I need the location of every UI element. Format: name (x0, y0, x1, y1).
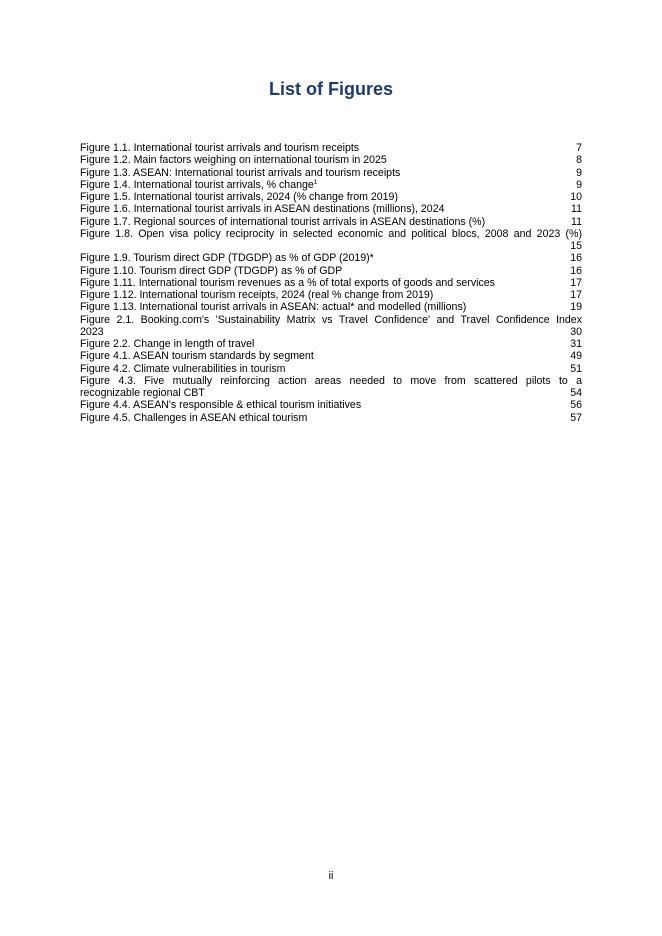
toc-entry-title: Figure 1.10. Tourism direct GDP (TDGDP) as % of GDP (80, 264, 343, 277)
toc-entry-title: Figure 1.8. Open visa policy reciprocity in selected economic and political blocs, 2008 and 2023 (%) (80, 227, 582, 240)
toc-entry[interactable] (80, 142, 582, 154)
toc-entry[interactable] (80, 191, 582, 203)
toc-entry[interactable] (80, 203, 582, 215)
toc-entry-title: Figure 2.2. Change in length of travel (80, 338, 255, 350)
page-number: ii (328, 870, 334, 882)
list-of-figures (80, 142, 582, 424)
toc-entry[interactable] (80, 301, 582, 313)
toc-entry[interactable] (80, 179, 582, 191)
toc-entry-page: 56 (570, 399, 582, 412)
toc-entry[interactable] (80, 338, 582, 350)
toc-entry-title: Figure 1.13. International tourist arrivals in ASEAN: actual* and modelled (millions) (80, 301, 467, 314)
toc-entry-title: Figure 1.2. Main factors weighing on international tourism in 2025 (80, 154, 387, 167)
toc-entry-page: 57 (570, 411, 582, 424)
toc-entry-page: 31 (570, 338, 582, 350)
toc-entry-title: Figure 1.4. International tourist arrivals, % change (80, 178, 314, 191)
toc-entry[interactable] (80, 399, 582, 411)
toc-entry[interactable] (80, 289, 582, 301)
toc-entry-page: 17 (570, 276, 582, 289)
toc-entry-title: Figure 4.3. Five mutually reinforcing action areas needed to move from scattered pilots to a (80, 374, 582, 387)
toc-entry[interactable] (80, 228, 582, 253)
toc-entry-page: 19 (570, 301, 582, 314)
toc-entry-title: Figure 1.6. International tourist arrivals in ASEAN destinations (millions), 2024 (80, 203, 445, 216)
toc-entry-title: Figure 1.9. Tourism direct GDP (TDGDP) as % of GDP (2019)* (80, 252, 374, 265)
toc-entry-title: Figure 4.4. ASEAN's responsible & ethical tourism initiatives (80, 399, 362, 412)
toc-entry[interactable] (80, 363, 582, 375)
toc-entry-page: 10 (570, 191, 582, 203)
footnote-marker: 1 (313, 178, 318, 186)
toc-entry-title: Figure 1.5. International tourist arrivals, 2024 (% change from 2019) (80, 191, 398, 203)
toc-entry-page: 16 (570, 252, 582, 265)
toc-entry-page: 8 (576, 154, 582, 167)
toc-entry[interactable] (80, 314, 582, 339)
toc-entry[interactable] (80, 167, 582, 179)
toc-entry-title: Figure 2.1. Booking.com's 'Sustainability Matrix vs Travel Confidence' and Travel Confidence Index (80, 313, 582, 326)
toc-entry-title: Figure 1.3. ASEAN: International tourist arrivals and tourism receipts (80, 166, 401, 179)
toc-entry-page: 9 (576, 166, 582, 179)
toc-entry[interactable] (80, 216, 582, 228)
toc-entry-page: 11 (571, 215, 582, 228)
toc-entry-title-cont: recognizable regional CBT (80, 387, 205, 399)
toc-entry-title: Figure 4.1. ASEAN tourism standards by segment (80, 350, 314, 363)
toc-entry-page: 11 (571, 203, 582, 216)
toc-entry[interactable] (80, 252, 582, 264)
toc-entry-page: 7 (576, 142, 582, 154)
toc-entry-page: 51 (570, 362, 582, 375)
toc-entry[interactable] (80, 412, 582, 424)
toc-entry-page: 15 (570, 240, 582, 252)
toc-entry[interactable] (80, 277, 582, 289)
toc-entry[interactable] (80, 350, 582, 362)
toc-entry-page: 30 (570, 325, 582, 338)
toc-entry-title: Figure 1.11. International tourism revenues as a % of total exports of goods and services (80, 276, 495, 289)
toc-entry-title: Figure 4.5. Challenges in ASEAN ethical tourism (80, 411, 308, 424)
toc-entry-title: Figure 4.2. Climate vulnerabilities in tourism (80, 362, 286, 375)
toc-entry[interactable] (80, 265, 582, 277)
toc-entry-page: 9 (576, 178, 582, 191)
toc-entry-page: 49 (570, 350, 582, 363)
toc-entry-page: 54 (570, 387, 582, 399)
page-title: List of Figures (268, 79, 393, 99)
toc-entry-page: 16 (570, 264, 582, 277)
toc-entry-title: Figure 1.7. Regional sources of international tourist arrivals in ASEAN destinations (%) (80, 215, 486, 228)
toc-entry-title: Figure 1.12. International tourism receipts, 2024 (real % change from 2019) (80, 289, 434, 301)
toc-entry-title-cont: 2023 (80, 325, 104, 338)
toc-entry-title: Figure 1.1. International tourist arrivals and tourism receipts (80, 142, 360, 154)
toc-entry-page: 17 (570, 289, 582, 301)
toc-entry[interactable] (80, 375, 582, 400)
toc-entry[interactable] (80, 154, 582, 166)
